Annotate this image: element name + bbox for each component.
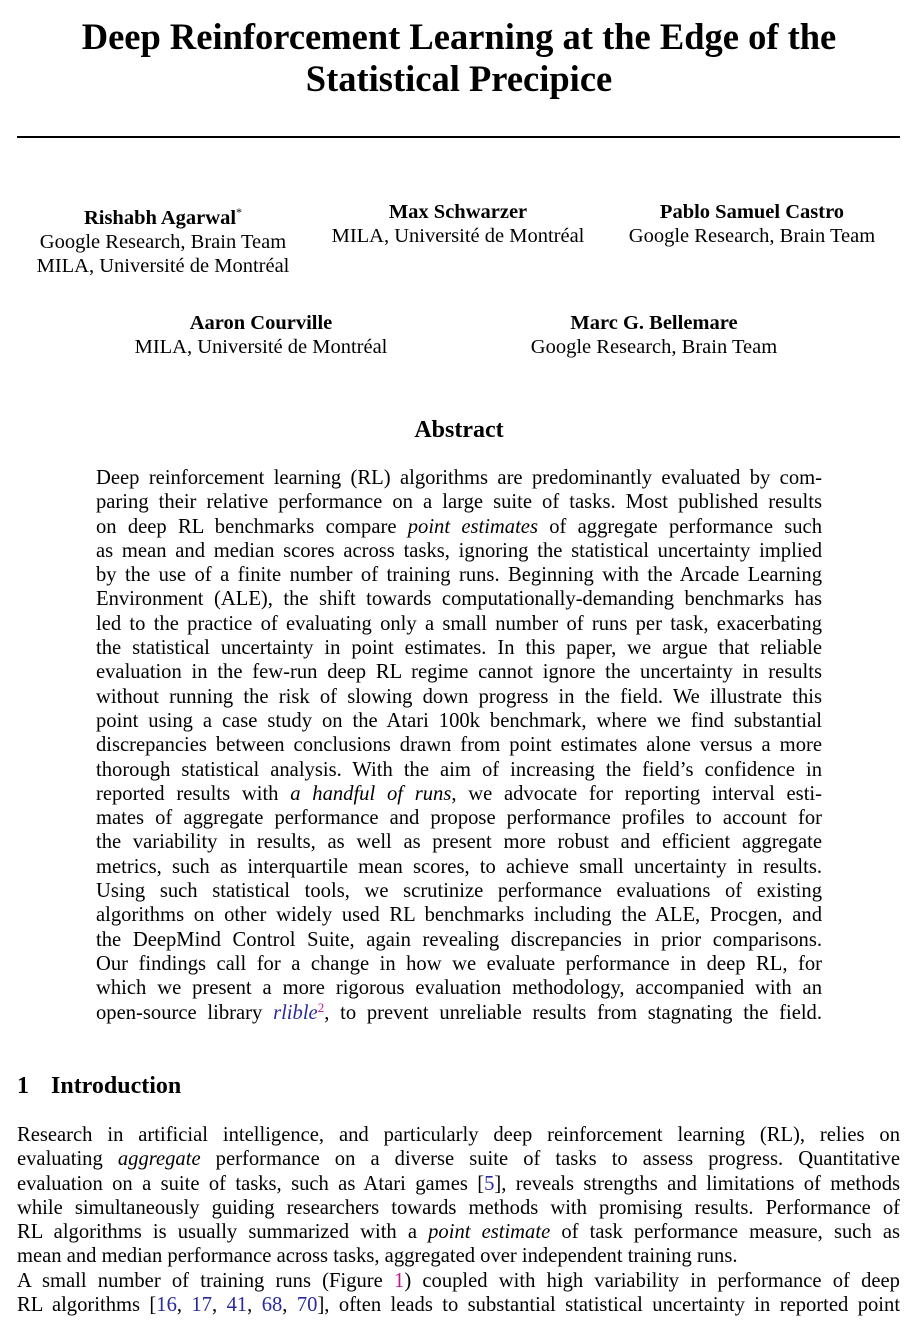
citation-link[interactable]: 17 (191, 1294, 213, 1317)
author-affiliation: Google Research, Brain Team (39, 231, 287, 254)
text-run: of task performance measure, such as (550, 1221, 900, 1244)
citation-link[interactable]: 68 (261, 1294, 283, 1317)
author-affiliation: Google Research, Brain Team (628, 225, 876, 248)
text-line (96, 490, 822, 514)
section-number: 1 (17, 1073, 29, 1099)
text-run: evaluation on a suite of tasks, such as Atari games [ (17, 1172, 485, 1195)
text-run: mates of aggregate performance and propose performance profiles to account for (96, 807, 822, 830)
text-line (17, 1293, 900, 1317)
author-affiliation: MILA, Université de Montréal (134, 336, 388, 359)
text-run: RL algorithms is usually summarized with a (17, 1221, 429, 1244)
text-run: performance on a diverse suite of tasks to assess progress. Quantitative (200, 1148, 900, 1171)
text-run: mean and median performance across tasks, aggregated over independent training runs. (17, 1245, 738, 1268)
emphasis: aggregate (117, 1148, 201, 1171)
text-line (96, 587, 822, 611)
author-affiliation: MILA, Université de Montréal (36, 255, 290, 278)
author-block (629, 200, 875, 249)
text-run: led to the practice of evaluating only a small number of runs per task, exacerbating (96, 612, 822, 635)
text-run: Using such statistical tools, we scrutinize performance evaluations of existing (96, 880, 822, 903)
author-name: Marc G. Bellemare (570, 312, 738, 334)
citation-link[interactable]: 70 (296, 1294, 318, 1317)
text-line (17, 1123, 900, 1147)
text-line (17, 1269, 900, 1293)
intro-paragraph-1 (17, 1123, 900, 1269)
footnote-link[interactable]: 2 (317, 999, 325, 1015)
text-line (96, 709, 822, 733)
author-affiliation: MILA, Université de Montréal (331, 225, 585, 248)
text-run: as mean and median scores across tasks, ignoring the statistical uncertainty implied (96, 539, 822, 562)
author-affiliation: Google Research, Brain Team (530, 336, 778, 359)
author-block (332, 200, 585, 249)
section-heading (17, 1073, 181, 1100)
author-block (531, 311, 777, 360)
author-name: Max Schwarzer (388, 201, 528, 223)
text-line (17, 1244, 900, 1268)
citation-link[interactable]: 5 (484, 1172, 495, 1195)
footnote-mark: * (236, 205, 243, 219)
figure-link[interactable]: 1 (394, 1270, 405, 1292)
text-run: ], reveals strengths and limitations of methods (494, 1172, 900, 1195)
text-run: reported results with (96, 782, 291, 805)
text-line (96, 733, 822, 757)
text-line (17, 1196, 900, 1220)
text-run: , to prevent unreliable results from stagnating the field. (324, 1001, 823, 1024)
text-run: the statistical uncertainty in point estimates. In this paper, we argue that reliable (96, 637, 822, 660)
text-line (96, 952, 822, 976)
text-line (96, 466, 822, 490)
emphasis: point estimate (428, 1221, 551, 1244)
text-run: which we present a more rigorous evaluation methodology, accompanied with an (96, 977, 822, 1000)
text-run: open-source library (96, 1001, 274, 1024)
paper-title (0, 16, 918, 100)
text-line (96, 636, 822, 660)
text-run: point using a case study on the Atari 100k benchmark, where we find substantial (96, 709, 822, 732)
abstract-heading: Abstract (414, 417, 504, 443)
text-run: paring their relative performance on a large suite of tasks. Most published results (96, 491, 822, 514)
citation-link[interactable]: 41 (226, 1294, 248, 1317)
text-line (96, 758, 822, 782)
text-line (96, 879, 822, 903)
text-run: by the use of a finite number of training runs. Beginning with the Arcade Learning (96, 564, 822, 587)
text-run: , (247, 1294, 262, 1317)
text-run: evaluation in the few-run deep RL regime cannot ignore the uncertainty in results (96, 661, 822, 684)
text-run: , (176, 1294, 192, 1317)
text-run: metrics, such as interquartile mean scores, to achieve small uncertainty in results. (96, 855, 822, 878)
text-run: the DeepMind Control Suite, again revealing discrepancies in prior comparisons. (96, 928, 822, 951)
text-line (96, 515, 822, 539)
text-run: RL algorithms [ (17, 1294, 157, 1317)
text-line (96, 1001, 822, 1025)
text-run: thorough statistical analysis. With the aim of increasing the field’s confidence in (96, 758, 822, 781)
text-run: without running the risk of slowing down progress in the field. We illustrate this (96, 685, 822, 708)
title-line-1: Deep Reinforcement Learning at the Edge of the (81, 16, 837, 57)
text-run: the variability in results, as well as present more robust and efficient aggregate (96, 831, 822, 854)
text-run: ], often leads to substantial statistical uncertainty in reported point (317, 1294, 901, 1317)
text-run: , (282, 1294, 297, 1317)
library-link[interactable]: rlible (273, 1001, 318, 1024)
title-rule (17, 136, 900, 138)
text-line (96, 539, 822, 563)
author-block (37, 200, 290, 279)
text-run: A small number of training runs (Figure (17, 1270, 395, 1292)
text-run: while simultaneously guiding researchers towards methods with promising results. Performance of (17, 1196, 900, 1219)
author-block (135, 311, 388, 360)
text-line (96, 612, 822, 636)
citation-link[interactable]: 16 (156, 1294, 177, 1317)
text-line (17, 1147, 900, 1171)
text-run: on deep RL benchmarks compare (96, 515, 408, 538)
text-run: , (212, 1294, 227, 1317)
section-title: Introduction (51, 1073, 182, 1099)
text-line (96, 782, 822, 806)
text-line (96, 855, 822, 879)
text-line (96, 660, 822, 684)
text-line (96, 563, 822, 587)
emphasis: point estimates (407, 515, 538, 538)
text-line (96, 976, 822, 1000)
text-run: of aggregate performance such (537, 515, 822, 538)
text-run: algorithms on other widely used RL benchmarks including the ALE, Procgen, and (96, 904, 822, 927)
text-line (96, 830, 822, 854)
text-run: Our findings call for a change in how we evaluate performance in deep RL, for (96, 952, 822, 975)
emphasis: a handful of runs (290, 782, 452, 805)
text-run: evaluating (17, 1148, 118, 1171)
intro-paragraph-2 (17, 1269, 900, 1318)
author-name: Pablo Samuel Castro (659, 201, 845, 223)
text-line (17, 1220, 900, 1244)
text-run: Deep reinforcement learning (RL) algorithms are predominantly evaluated by com- (96, 467, 822, 489)
author-name: Rishabh Agarwal (83, 206, 237, 229)
text-line (96, 806, 822, 830)
text-run: ) coupled with high variability in performance of deep (404, 1270, 900, 1292)
author-name: Aaron Courville (189, 312, 333, 334)
title-line-2: Statistical Precipice (305, 58, 613, 99)
text-run: discrepancies between conclusions drawn from point estimates alone versus a more (96, 734, 822, 757)
text-line (96, 928, 822, 952)
text-line (17, 1172, 900, 1196)
text-run: Research in artificial intelligence, and particularly deep reinforcement learning (RL), relies on (17, 1124, 900, 1146)
text-run: , we advocate for reporting interval esti- (451, 782, 823, 805)
text-line (96, 903, 822, 927)
text-line (96, 685, 822, 709)
abstract-body (96, 466, 822, 1025)
text-run: Environment (ALE), the shift towards computationally-demanding benchmarks has (96, 588, 822, 611)
